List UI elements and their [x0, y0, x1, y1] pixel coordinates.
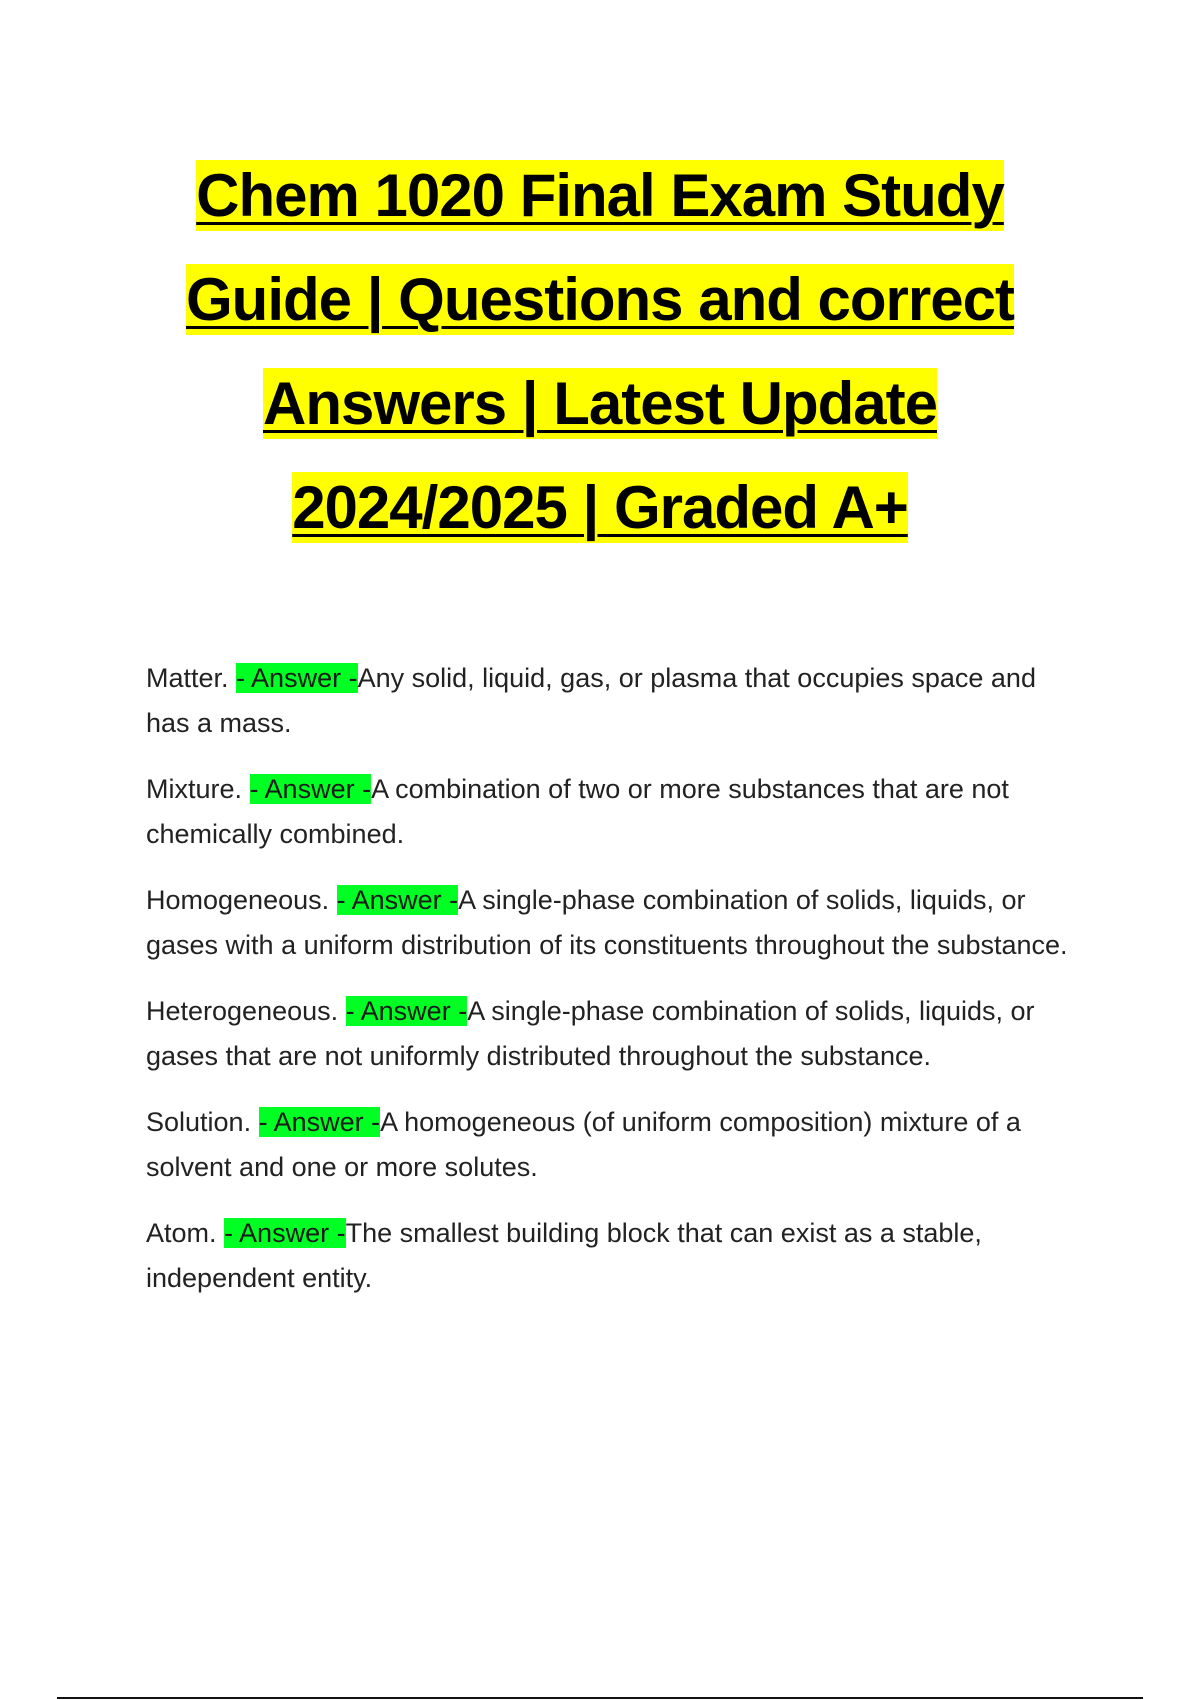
title-line-text: Chem 1020 Final Exam Study — [196, 162, 1004, 229]
entry-term: Mixture. — [146, 774, 243, 804]
title-line — [0, 264, 1200, 368]
title-line — [0, 472, 1200, 576]
answer-tag: - Answer - — [249, 774, 372, 804]
answer-tag: - Answer - — [258, 1107, 381, 1137]
entry-term: Atom. — [146, 1218, 217, 1248]
entry-term: Heterogeneous. — [146, 996, 339, 1026]
entry-definition: Any solid, liquid, gas, or plasma that occupies space and has a mass. — [146, 663, 1036, 738]
qa-entry-atom — [146, 1211, 1086, 1301]
title-line — [0, 160, 1200, 264]
entry-term: Solution. — [146, 1107, 252, 1137]
qa-entry-heterogeneous — [146, 989, 1086, 1079]
document-title — [0, 160, 1200, 576]
qa-list — [146, 656, 1086, 1322]
qa-entry-homogeneous — [146, 878, 1086, 968]
entry-term: Homogeneous. — [146, 885, 330, 915]
entry-definition: A homogeneous (of uniform composition) mixture of a solvent and one or more solutes. — [146, 1107, 1021, 1182]
answer-tag: - Answer - — [345, 996, 468, 1026]
title-line-text: Guide | Questions and correct — [186, 266, 1014, 333]
qa-entry-mixture — [146, 767, 1086, 857]
entry-definition: The smallest building block that can exist as a stable, independent entity. — [146, 1218, 982, 1293]
answer-tag: - Answer - — [236, 663, 358, 693]
entry-definition: A single-phase combination of solids, liquids, or gases with a uniform distribution of its constituents throughout the substance. — [146, 885, 1068, 960]
qa-entry-solution — [146, 1100, 1086, 1190]
title-line-text: 2024/2025 | Graded A+ — [292, 474, 908, 541]
answer-tag: - Answer - — [224, 1218, 346, 1248]
answer-tag: - Answer - — [336, 885, 459, 915]
entry-term: Matter. — [146, 663, 229, 693]
title-line — [0, 368, 1200, 472]
entry-definition: A combination of two or more substances that are not chemically combined. — [146, 774, 1009, 849]
footer-rule — [57, 1697, 1143, 1699]
qa-entry-matter — [146, 656, 1086, 746]
entry-definition: A single-phase combination of solids, liquids, or gases that are not uniformly distributed throughout the substance. — [146, 996, 1035, 1071]
title-line-text: Answers | Latest Update — [263, 370, 937, 437]
